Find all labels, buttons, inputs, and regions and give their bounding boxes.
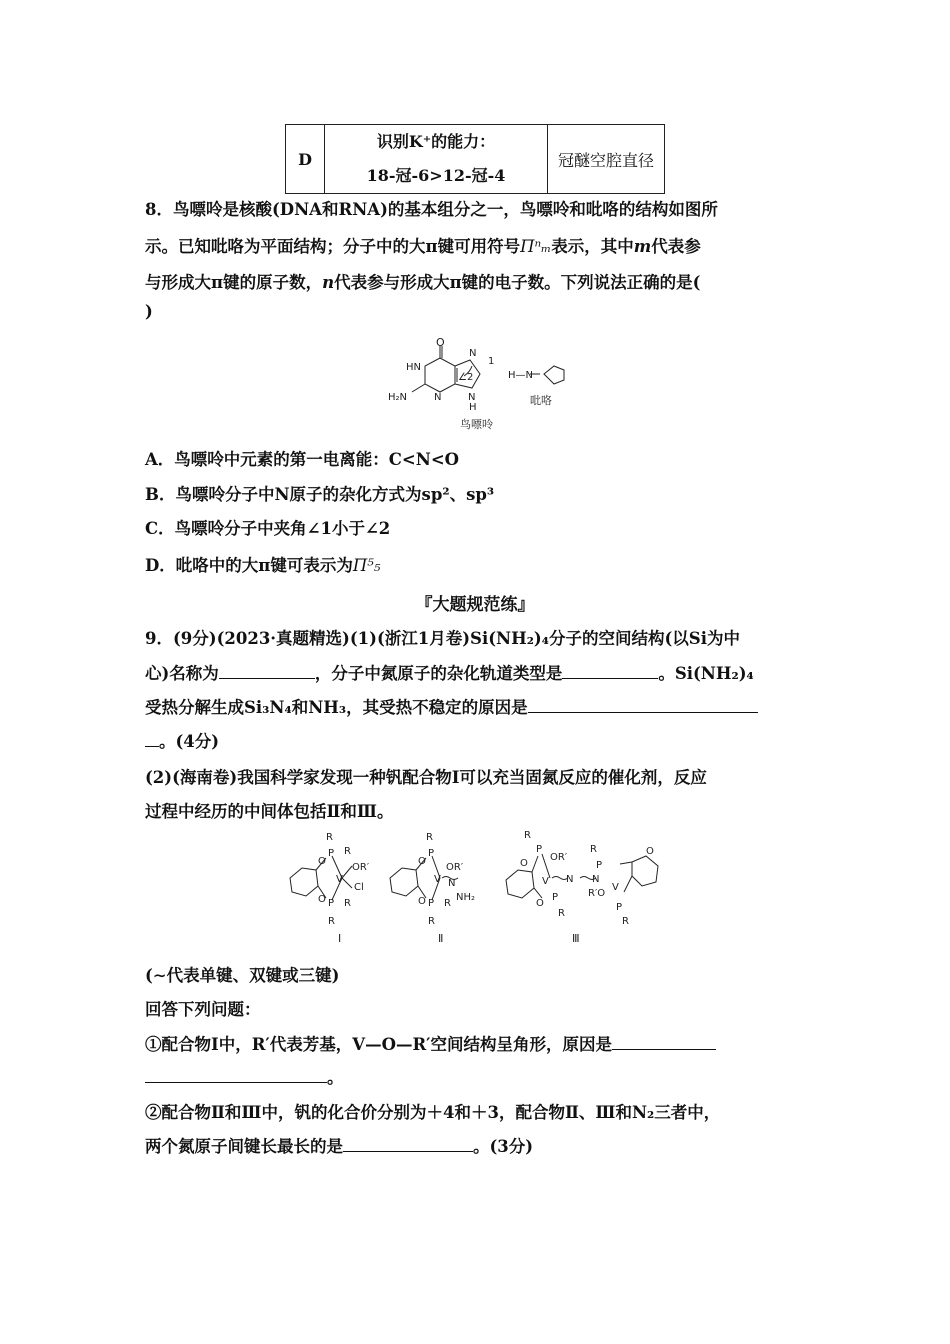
q9-line2-a: 心)名称为	[145, 664, 219, 683]
q9-line2	[145, 660, 754, 684]
q9-note: (∼代表单键、双键或三键)	[145, 966, 340, 985]
fig-label-II: Ⅱ	[438, 932, 444, 945]
fig-II-NH2: NH₂	[456, 892, 476, 903]
q8-line2	[145, 233, 701, 257]
q8-var-n: n	[322, 273, 335, 292]
fig-I-V: V	[336, 874, 343, 885]
fig-N-bottom: N	[468, 392, 476, 403]
q9-sub2-b-text: 两个氮原子间键长最长的是	[145, 1137, 343, 1156]
fig-II-R2: R	[444, 898, 451, 909]
answer-blank-2[interactable]	[562, 664, 658, 679]
q9-sub2-c: 。(3分)	[473, 1137, 534, 1156]
q9-line4	[145, 728, 219, 752]
q8-var-m: m	[633, 237, 652, 256]
fig-III-O-top: O	[520, 858, 528, 869]
pi-symbol-d: Π⁵₅	[352, 556, 381, 575]
table-cell-line2: 18-冠-6>12-冠-4	[366, 166, 506, 185]
fig-III-R4: R	[622, 916, 629, 927]
q9-line3	[145, 694, 758, 718]
q8-line4: )	[145, 302, 153, 321]
fig-H2N: H₂N	[388, 392, 408, 403]
fig-I-P-top: P	[328, 848, 335, 859]
fig-III-V: V	[542, 876, 549, 887]
q8-line3-a: 与形成大π键的原子数，	[145, 273, 323, 292]
fig-III-R3: R	[590, 844, 597, 855]
q9-answer-intro: 回答下列问题：	[145, 1000, 261, 1019]
fig-I-R4: R	[328, 916, 335, 927]
fig-III-V-right: V	[612, 882, 619, 893]
fig-I-OR: OR′	[352, 862, 370, 873]
answer-blank-3[interactable]	[528, 698, 758, 713]
q9-line5: (2)(海南卷)我国科学家发现一种钒配合物Ⅰ可以充当固氮反应的催化剂，反应	[145, 768, 707, 787]
fig-I-R2: R	[344, 846, 351, 857]
q8-line2-a: 示。已知吡咯为平面结构；分子中的大π键可用符号	[145, 237, 521, 256]
table-cell-ability	[325, 125, 548, 194]
fig-O: O	[436, 336, 445, 349]
table-cell-line1: 识别K⁺的能力：	[376, 132, 496, 151]
guanine-pyrrole-figure	[380, 336, 580, 436]
fig-III-R1: R	[524, 830, 531, 841]
fig-II-O-bottom: O	[418, 896, 426, 907]
fig-III-P-bottom: P	[552, 892, 559, 903]
q8-option-d-text: D．吡咯中的大π键可表示为	[145, 556, 353, 575]
fig-III-RO: R′O	[588, 888, 606, 899]
fig-III-P-right: P	[596, 860, 603, 871]
fig-label-III: Ⅲ	[572, 932, 580, 945]
q9-line6: 过程中经历的中间体包括Ⅱ和Ⅲ。	[145, 802, 394, 821]
fig-III-O-bottom: O	[536, 898, 544, 909]
table-cell-diameter: 冠醚空腔直径	[548, 125, 665, 194]
fig-I-R3: R	[344, 898, 351, 909]
fig-II-O-top: O	[418, 856, 426, 867]
fig-guanine-label: 鸟嘌呤	[460, 418, 493, 431]
fig-II-R1: R	[426, 832, 433, 843]
q9-line4-text: 。(4分)	[159, 732, 220, 751]
q8-line1: 8．鸟嘌呤是核酸(DNA和RNA)的基本组分之一，鸟嘌呤和吡咯的结构如图所	[145, 200, 718, 219]
q9-sub2-b	[145, 1133, 533, 1157]
fig-III-OR: OR′	[550, 852, 568, 863]
q8-line2-c: 代表参	[651, 237, 701, 256]
fig-I-O-top: O	[318, 856, 326, 867]
q9-line3-text: 受热分解生成Si₃N₄和NH₃，其受热不稳定的原因是	[145, 698, 528, 717]
fig-II-N: N	[448, 878, 456, 889]
fig-II-P-bottom: P	[428, 898, 435, 909]
fig-angle-2: ∠2	[458, 372, 474, 383]
fig-II-P-top: P	[428, 848, 435, 859]
answer-blank-1[interactable]	[219, 664, 315, 679]
pi-symbol: Πⁿₘ	[520, 237, 552, 256]
vanadium-complex-figure	[280, 826, 670, 950]
fig-label-I: Ⅰ	[338, 932, 342, 945]
q8-line3-b: 代表参与形成大π键的电子数。下列说法正确的是(	[334, 273, 701, 292]
answer-blank-4-cont[interactable]	[145, 1068, 327, 1083]
table-row	[286, 125, 665, 194]
q8-option-b: B．鸟嘌呤分子中N原子的杂化方式为sp²、sp³	[145, 485, 495, 504]
fig-I-Cl: Cl	[354, 882, 364, 893]
fig-III-R2: R	[558, 908, 565, 919]
q9-line2-b: ，分子中氮原子的杂化轨道类型是	[314, 664, 563, 683]
fig-III-O-right: O	[646, 846, 654, 857]
fig-angle-1: 1	[488, 356, 495, 367]
q9-sub1-cont	[145, 1064, 344, 1088]
table-cell-letter: D	[286, 125, 325, 194]
q9-sub1	[145, 1031, 716, 1055]
q8-option-a: A．鸟嘌呤中元素的第一电离能：C<N<O	[145, 450, 460, 469]
fig-I-R1: R	[326, 832, 333, 843]
section-title: 『大题规范练』	[415, 595, 535, 615]
fig-II-V: V	[434, 874, 441, 885]
q9-sub2-a: ②配合物Ⅱ和Ⅲ中，钒的化合价分别为＋4和＋3，配合物Ⅱ、Ⅲ和N₂三者中，	[145, 1103, 721, 1122]
q9-sub1-end: 。	[327, 1068, 344, 1087]
fig-pyrrole-label: 吡咯	[530, 394, 552, 407]
fig-III-P-low: P	[616, 902, 623, 913]
q9-line2-c: 。Si(NH₂)₄	[658, 664, 754, 683]
fig-III-N2: N	[592, 874, 600, 885]
answer-blank-3-cont[interactable]	[145, 732, 159, 747]
fig-I-P-bottom: P	[328, 898, 335, 909]
q8-line3	[145, 269, 700, 293]
q8-option-c: C．鸟嘌呤分子中夹角∠1小于∠2	[145, 519, 391, 538]
q8-option-d	[145, 552, 381, 576]
fig-pyrrole-HN: H—N	[508, 370, 533, 381]
fig-II-R3: R	[428, 916, 435, 927]
fig-N: N	[434, 392, 442, 403]
q9-sub1-text: ①配合物Ⅰ中，R′代表芳基，V—O—R′空间结构呈角形，原因是	[145, 1035, 613, 1054]
option-table	[285, 124, 665, 194]
fig-HN: HN	[406, 362, 421, 373]
q8-line2-b: 表示，其中	[551, 237, 634, 256]
fig-III-P-top: P	[536, 844, 543, 855]
answer-blank-4[interactable]	[612, 1035, 716, 1050]
q9-line1: 9．(9分)(2023·真题精选)(1)(浙江1月卷)Si(NH₂)₄分子的空间结构(以Si为中	[145, 629, 740, 648]
fig-I-O-bottom: O	[318, 894, 326, 905]
answer-blank-5[interactable]	[343, 1137, 473, 1152]
fig-III-N1: N	[566, 874, 574, 885]
fig-II-OR: OR′	[446, 862, 464, 873]
fig-H: H	[469, 402, 477, 413]
fig-N-top: N	[469, 348, 477, 359]
